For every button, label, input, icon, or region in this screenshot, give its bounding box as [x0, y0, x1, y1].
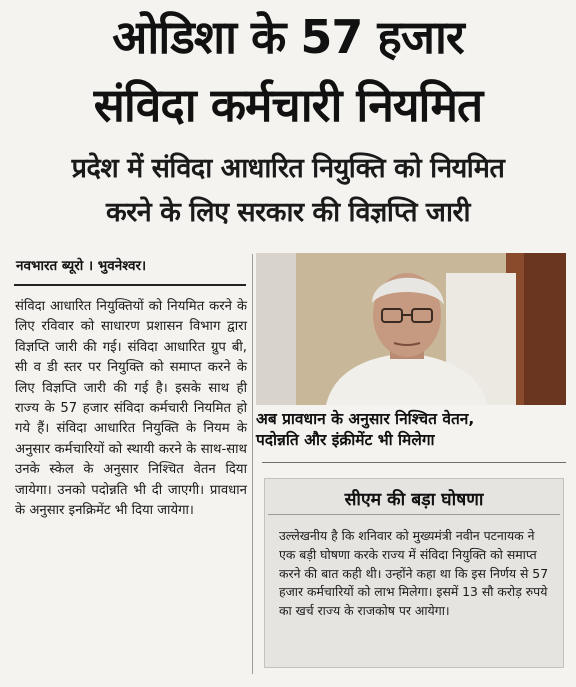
headline-line-2: संविदा कर्मचारी नियमित — [93, 78, 483, 132]
subheadline-line-1: प्रदेश में संविदा आधारित नियुक्ति को नियमित — [71, 153, 505, 184]
article-body: संविदा आधारित नियुक्तियों को नियमित करने के लिए रविवार को साधारण प्रशासन विभाग द्वारा विज्ञप्ति जारी की गई। संविदा आधारित ग्रुप बी, सी व डी स्तर पर नियुक्ति को समाप्त करने के लिए विज्ञप्ति जारी की गई है। इसके साथ ही राज्य के 57 हजार संविदा कर्मचारी नियमित हो गये हैं। संविदा आधारित नियुक्ति के नियम के अनुसार कर्मचारियों को स्थायी करने के साथ-साथ उनके स्केल के अनुसार निश्चित वेतन दिया जायेगा। उनको पदोन्नति भी दी जाएगी। प्रावधान के अनुसार इनक्रिमेंट भी दिया जायेगा। — [15, 299, 247, 519]
box-text: उल्लेखनीय है कि शनिवार को मुख्यमंत्री नवीन पटनायक ने एक बड़ी घोषणा करके राज्य में संविदा नियुक्ति को समाप्त करने की बात कही थी। उन्होंने कहा था कि इस निर्णय से 57 हजार कर्मचारियों को लाभ मिलेगा। इसमें 13 सौ करोड़ रुपये का खर्च राज्य के राजकोष पर आयेगा। — [279, 528, 549, 619]
caption-line-1: अब प्रावधान के अनुसार निश्चित वेतन, — [256, 410, 475, 428]
photo-caption — [256, 409, 566, 451]
caption-rule — [262, 462, 566, 463]
caption-line-2: पदोन्नति और इंक्रीमेंट भी मिलेगा — [256, 431, 435, 449]
headline-line-1: ओडिशा के 57 हजार — [112, 10, 464, 64]
column-divider — [252, 254, 253, 674]
box-title: सीएम की बड़ा घोषणा — [268, 486, 560, 515]
portrait-photo — [256, 253, 566, 405]
dateline: नवभारत ब्यूरो । भुवनेश्वर। — [16, 258, 147, 274]
sidebar-box — [264, 478, 564, 668]
subheadline-line-2: करने के लिए सरकार की विज्ञप्ति जारी — [106, 197, 470, 228]
portrait-photo-icon — [256, 253, 566, 405]
column-rule — [14, 284, 246, 286]
